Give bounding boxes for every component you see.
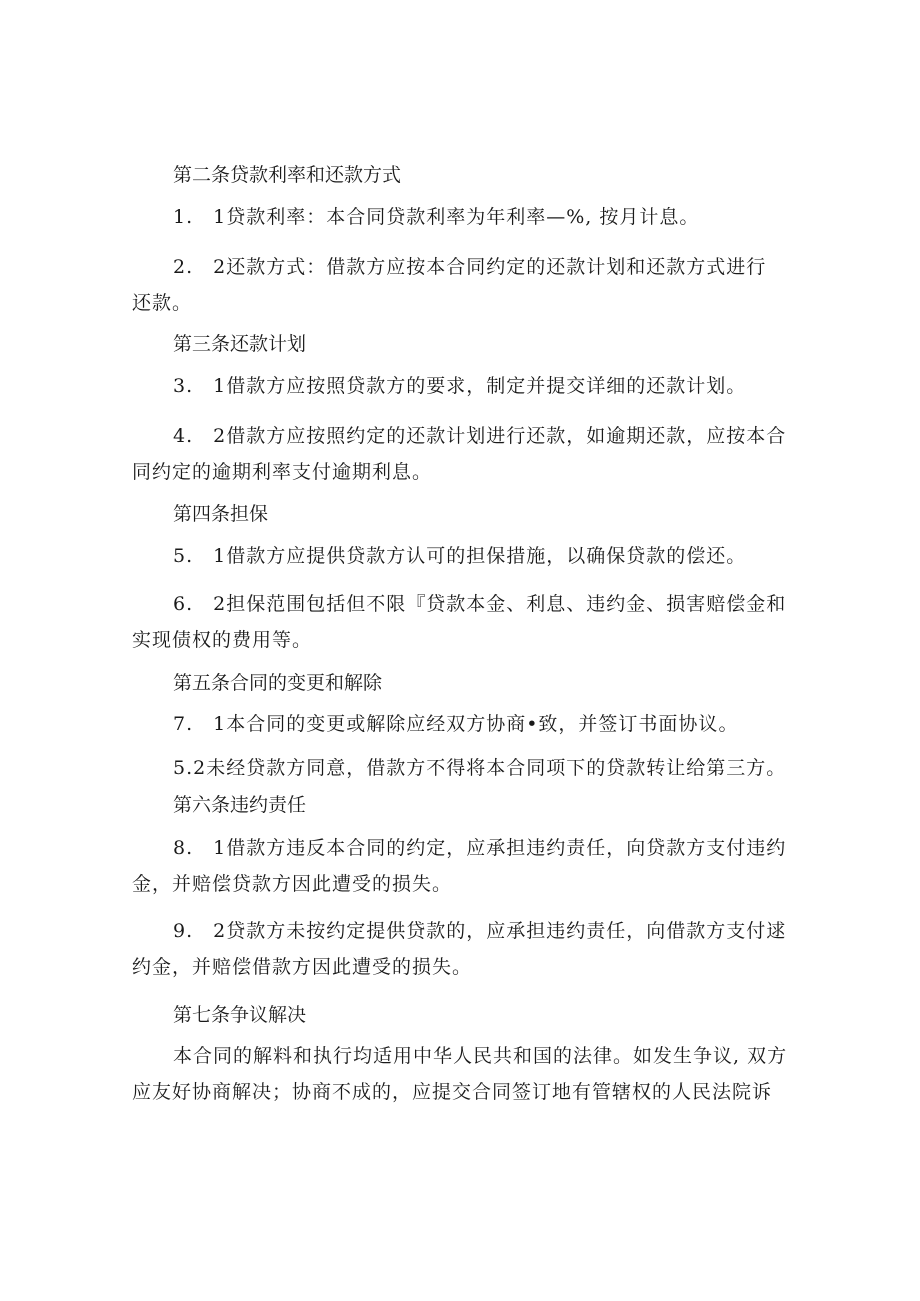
clause-3-2	[132, 418, 792, 490]
article-4-heading: 第四条担保	[173, 503, 269, 525]
clause-number: 1.	[173, 206, 194, 228]
clause-number: 8.	[173, 837, 194, 859]
clause-text: 1贷款利率：本合同贷款利率为年利率—%, 按月计息。	[213, 206, 700, 228]
clause-2-1	[132, 199, 792, 235]
clause-number: 9.	[173, 920, 194, 942]
clause-text: 1借款方应提供贷款方认可的担保措施，以确保贷款的偿还。	[213, 545, 747, 567]
clause-3-1	[132, 368, 792, 404]
clause-text: 2借款方应按照约定的还款计划进行还款，如逾期还款，应按本合	[213, 425, 787, 447]
clause-number: 5.	[173, 545, 194, 567]
clause-text: 1借款方应按照贷款方的要求，制定并提交详细的还款计划。	[213, 375, 747, 397]
article-5-heading: 第五条合同的变更和解除	[173, 672, 383, 694]
clause-number: 7.	[173, 713, 194, 735]
article-2-heading: 第二条贷款利率和还款方式	[173, 164, 402, 186]
clause-5-1	[132, 706, 792, 742]
clause-text: 本合同的解料和执行均适用中华人民共和国的法律。如发生争议, 双方	[173, 1045, 788, 1067]
clause-text: 1本合同的变更或解除应经双方协商•致，并签订书面协议。	[213, 713, 739, 735]
clause-5-2	[132, 750, 792, 786]
clause-2-2	[132, 249, 792, 321]
clause-number: 2.	[173, 256, 194, 278]
clause-7-1	[132, 1038, 792, 1110]
clause-6-1	[132, 830, 792, 902]
clause-text: 2还款方式：借款方应按本合同约定的还款计划和还款方式进行	[213, 256, 767, 278]
clause-text-continued: 同约定的逾期利率支付逾期利息。	[132, 461, 433, 483]
clause-text-continued: 实现债权的费用等。	[132, 629, 313, 651]
article-3-heading: 第三条还款计划	[173, 333, 307, 355]
clause-text: 5.2未经贷款方同意，借款方不得将本合同项下的贷款转让给第三方。	[173, 757, 787, 779]
clause-4-2	[132, 586, 792, 658]
clause-text: 2担保范围包括但不限『贷款本金、利息、违约金、损害赔偿金和	[213, 593, 787, 615]
article-6-heading: 第六条违约责任	[173, 794, 307, 816]
clause-text-continued: 还款。	[132, 292, 193, 314]
clause-text-continued: 应友好协商解决；协商不成的，应提交合同签订地有管辖权的人民法院诉	[132, 1081, 773, 1103]
clause-text-continued: 约金，并赔偿借款方因此遭受的损失。	[132, 956, 473, 978]
clause-4-1	[132, 538, 792, 574]
clause-number: 3.	[173, 375, 194, 397]
clause-text: 1借款方违反本合同的约定，应承担违约责任，向贷款方支付违约	[213, 837, 787, 859]
clause-text-continued: 金，并赔偿贷款方因此遭受的损失。	[132, 873, 453, 895]
clause-text: 2贷款方未按约定提供贷款的，应承担违约责任，向借款方支付逑	[213, 920, 787, 942]
clause-number: 4.	[173, 425, 194, 447]
article-7-heading: 第七条争议解决	[173, 1004, 307, 1026]
clause-number: 6.	[173, 593, 194, 615]
clause-6-2	[132, 913, 792, 985]
